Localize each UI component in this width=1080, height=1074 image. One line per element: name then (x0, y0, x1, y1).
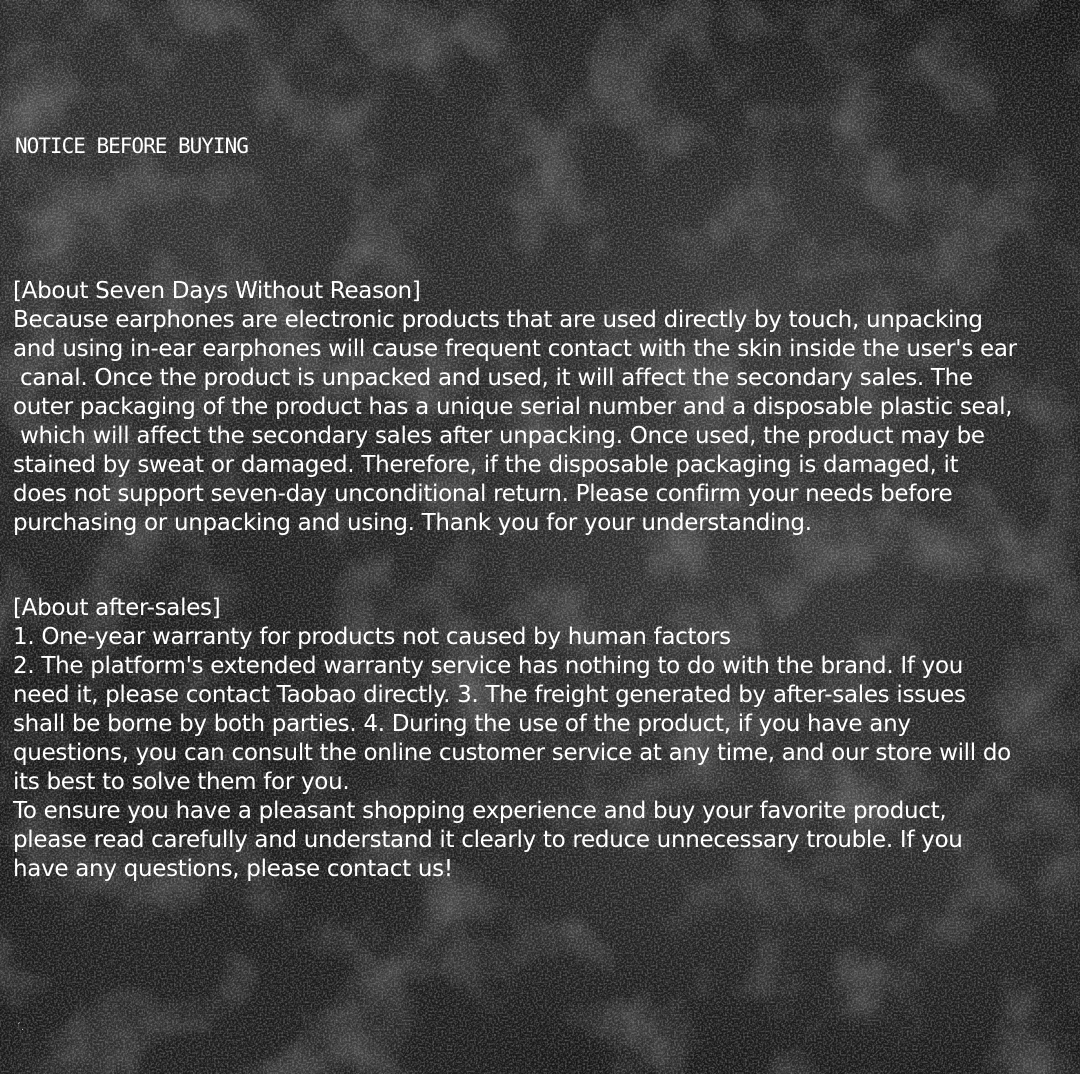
after-sales-line: its best to solve them for you. (13, 769, 350, 795)
seven-days-line: canal. Once the product is unpacked and used, it will affect the secondary sales. The (13, 365, 973, 391)
seven-days-line: Because earphones are electronic products that are used directly by touch, unpacking (13, 307, 983, 333)
seven-days-line: stained by sweat or damaged. Therefore, if the disposable packaging is damaged, it (13, 452, 959, 478)
seven-days-heading: [About Seven Days Without Reason] (13, 278, 421, 304)
after-sales-line: questions, you can consult the online customer service at any time, and our store will do (13, 740, 1011, 766)
seven-days-line: purchasing or unpacking and using. Thank you for your understanding. (13, 510, 812, 536)
after-sales-section (13, 594, 1073, 884)
seven-days-line: which will affect the secondary sales after unpacking. Once used, the product may be (13, 423, 985, 449)
after-sales-line: shall be borne by both parties. 4. During the use of the product, if you have any (13, 711, 911, 737)
after-sales-line: please read carefully and understand it clearly to reduce unnecessary trouble. If you (13, 827, 963, 853)
notice-title: NOTICE BEFORE BUYING (15, 134, 248, 158)
seven-days-line: and using in-ear earphones will cause frequent contact with the skin inside the user's ear (13, 336, 1017, 362)
after-sales-line: have any questions, please contact us! (13, 856, 453, 882)
seven-days-line: outer packaging of the product has a unique serial number and a disposable plastic seal, (13, 394, 1013, 420)
corner-mark: ´. (16, 1022, 25, 1033)
after-sales-line: 1. One-year warranty for products not caused by human factors (13, 624, 731, 650)
after-sales-line: 2. The platform's extended warranty service has nothing to do with the brand. If you (13, 653, 964, 679)
after-sales-heading: [About after-sales] (13, 595, 221, 621)
after-sales-line: need it, please contact Taobao directly. 3. The freight generated by after-sales issues (13, 682, 966, 708)
seven-days-line: does not support seven-day unconditional return. Please confirm your needs before (13, 481, 953, 507)
after-sales-line: To ensure you have a pleasant shopping experience and buy your favorite product, (13, 798, 947, 824)
seven-days-section (13, 277, 1073, 538)
